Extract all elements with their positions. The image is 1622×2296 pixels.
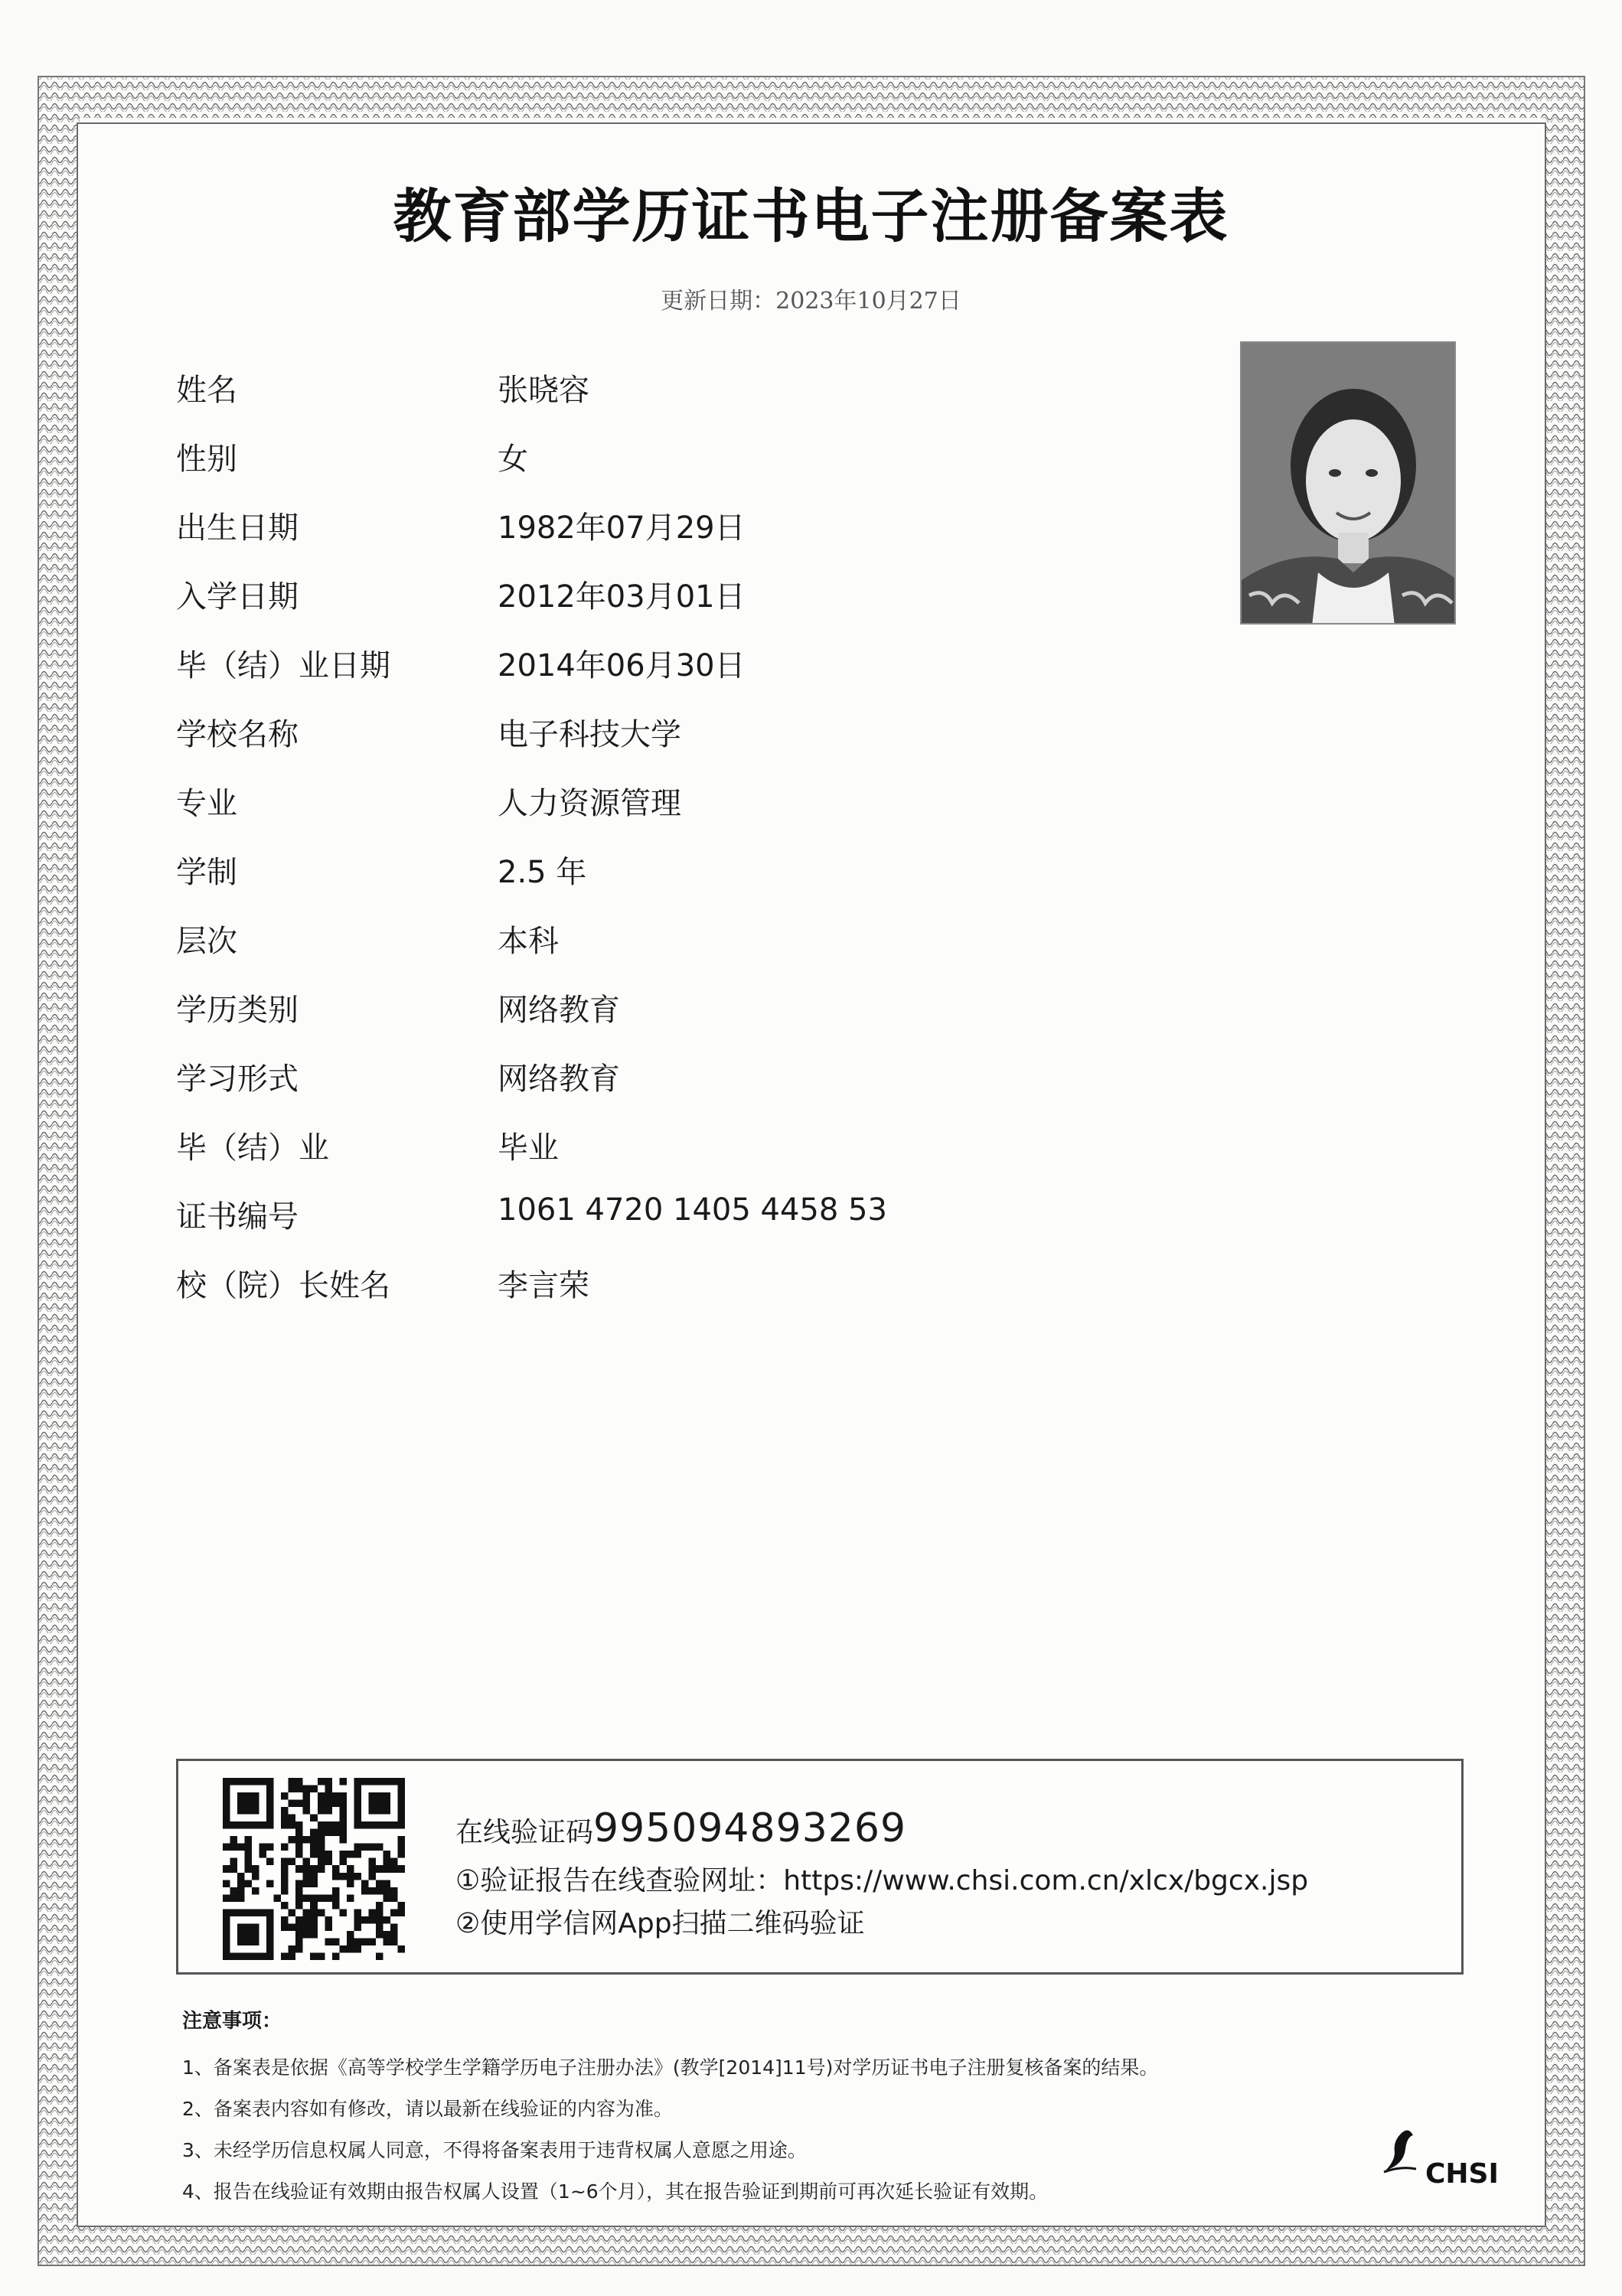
note-item: 1、备案表是依据《高等学校学生学籍学历电子注册办法》(教学[2014]11号)对学历证书电子注册复核备案的结果。 bbox=[182, 2056, 1159, 2079]
verification-box bbox=[176, 1759, 1464, 1975]
field-label: 毕（结）业日期 bbox=[176, 648, 390, 683]
field-row-graduation-date bbox=[176, 641, 1171, 710]
field-row-certificate-number bbox=[176, 1192, 1171, 1261]
info-fields bbox=[176, 366, 1171, 1330]
notes-section bbox=[182, 2005, 1407, 2213]
field-row-name bbox=[176, 366, 1171, 435]
field-label: 层次 bbox=[176, 924, 237, 959]
verification-url-line: ①验证报告在线查验网址：https://www.chsi.com.cn/xlcx/bgcx.jsp bbox=[455, 1865, 1309, 1896]
field-label: 入学日期 bbox=[176, 579, 299, 615]
note-item: 3、未经学历信息权属人同意，不得将备案表用于违背权属人意愿之用途。 bbox=[182, 2139, 807, 2161]
field-value: 1982年07月29日 bbox=[498, 510, 746, 546]
field-value: 毕业 bbox=[498, 1130, 559, 1166]
field-row-president bbox=[176, 1261, 1171, 1330]
field-label: 专业 bbox=[176, 786, 237, 821]
field-value: 电子科技大学 bbox=[498, 717, 681, 752]
verification-code: 995094893269 bbox=[593, 1805, 907, 1851]
verification-code-label: 在线验证码 bbox=[455, 1817, 594, 1848]
update-date: 更新日期：2023年10月27日 bbox=[661, 288, 961, 315]
field-label: 证书编号 bbox=[176, 1199, 299, 1234]
field-value: 网络教育 bbox=[498, 993, 620, 1028]
field-value: 李言荣 bbox=[498, 1268, 589, 1303]
verification-code-line bbox=[455, 1805, 906, 1851]
field-row-level bbox=[176, 917, 1171, 986]
field-label: 学历类别 bbox=[176, 993, 299, 1028]
field-label: 学习形式 bbox=[176, 1062, 299, 1097]
field-label: 毕（结）业 bbox=[176, 1130, 329, 1166]
field-value: 2014年06月30日 bbox=[498, 648, 746, 683]
field-row-birth-date bbox=[176, 504, 1171, 572]
note-item: 4、报告在线验证有效期由报告权属人设置（1~6个月），其在报告验证到期前可再次延长验证有效期。 bbox=[182, 2180, 1049, 2203]
field-value: 女 bbox=[498, 442, 528, 477]
field-row-gender bbox=[176, 435, 1171, 504]
portrait-image bbox=[1242, 343, 1456, 625]
page-title: 教育部学历证书电子注册备案表 bbox=[393, 182, 1229, 250]
field-row-major bbox=[176, 779, 1171, 848]
field-label: 学校名称 bbox=[176, 717, 299, 752]
chsi-logo-text: CHSI bbox=[1425, 2158, 1499, 2190]
field-label: 学制 bbox=[176, 855, 237, 890]
notes-title: 注意事项： bbox=[182, 2010, 282, 2033]
field-label: 姓名 bbox=[176, 373, 237, 408]
verification-app-line: ②使用学信网App扫描二维码验证 bbox=[455, 1908, 865, 1939]
field-label: 出生日期 bbox=[176, 510, 299, 546]
field-value: 人力资源管理 bbox=[498, 786, 681, 821]
field-value: 网络教育 bbox=[498, 1062, 620, 1097]
field-label: 校（院）长姓名 bbox=[176, 1268, 390, 1303]
field-row-education-type bbox=[176, 986, 1171, 1055]
field-row-graduation-status bbox=[176, 1124, 1171, 1192]
field-value: 2.5 年 bbox=[498, 855, 587, 890]
field-row-school bbox=[176, 710, 1171, 779]
field-value: 本科 bbox=[498, 924, 559, 959]
qr-code-icon[interactable] bbox=[223, 1778, 405, 1960]
student-photo bbox=[1240, 341, 1456, 625]
field-label: 性别 bbox=[176, 442, 237, 477]
field-row-duration bbox=[176, 848, 1171, 917]
field-row-study-mode bbox=[176, 1055, 1171, 1124]
field-row-enroll-date bbox=[176, 572, 1171, 641]
field-value: 张晓容 bbox=[498, 373, 589, 408]
note-item: 2、备案表内容如有修改，请以最新在线验证的内容为准。 bbox=[182, 2098, 673, 2120]
field-value: 1061 4720 1405 4458 53 bbox=[498, 1192, 887, 1228]
field-value: 2012年03月01日 bbox=[498, 579, 746, 615]
